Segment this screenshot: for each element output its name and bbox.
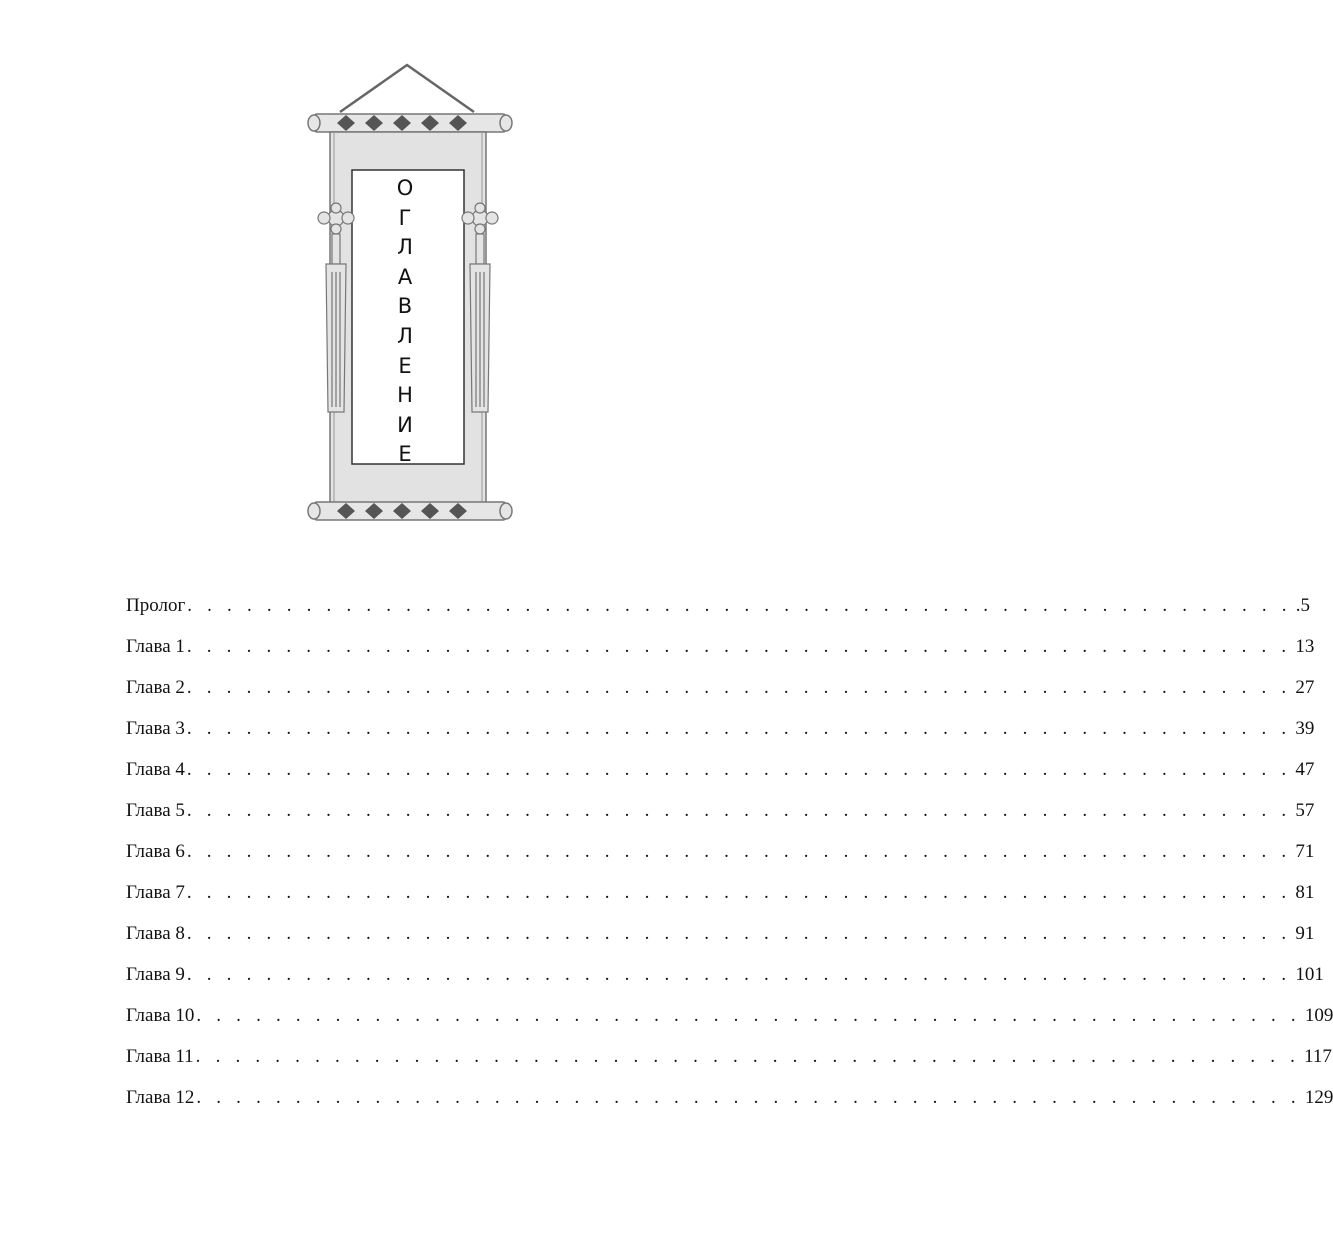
hanging-string <box>340 65 474 112</box>
toc-leader-dots: . . . . . . . . . . . . . . . . . . . . . . . . . . . . . . . . . . . . . . . . . . . . . . . . . . . . . . . . <box>186 718 1292 739</box>
toc-entry-chapter-3[interactable] <box>126 718 1315 759</box>
title-letter: Е <box>398 353 412 378</box>
toc-entry-chapter-1[interactable] <box>126 636 1315 677</box>
toc-entry-label: Глава 2 <box>126 677 185 698</box>
toc-entry-chapter-11[interactable] <box>126 1046 1332 1087</box>
toc-leader-dots: . . . . . . . . . . . . . . . . . . . . . . . . . . . . . . . . . . . . . . . . . . . . . . . . . . . . . . . . <box>186 636 1292 657</box>
title-letter: И <box>397 412 413 437</box>
title-letter: Е <box>398 442 412 467</box>
toc-leader-dots: . . . . . . . . . . . . . . . . . . . . . . . . . . . . . . . . . . . . . . . . . . . . . . . . . . . . . . . . <box>195 1046 1301 1067</box>
toc-entry-label: Глава 8 <box>126 923 185 944</box>
toc-entry-label: Глава 1 <box>126 636 185 657</box>
toc-entry-label: Глава 11 <box>126 1046 194 1067</box>
toc-entry-label: Глава 9 <box>126 964 185 985</box>
toc-entry-chapter-5[interactable] <box>126 800 1315 841</box>
title-letter: Л <box>397 323 413 348</box>
toc-leader-dots: . . . . . . . . . . . . . . . . . . . . . . . . . . . . . . . . . . . . . . . . . . . . . . . . . . . . . . . . <box>187 595 1292 616</box>
toc-leader-dots: . . . . . . . . . . . . . . . . . . . . . . . . . . . . . . . . . . . . . . . . . . . . . . . . . . . . . . . . <box>196 1087 1301 1108</box>
title-letter: Г <box>398 205 412 230</box>
toc-entry-page: 13 <box>1295 636 1315 657</box>
toc-entry-page: 91 <box>1295 923 1315 944</box>
title-letter: О <box>396 176 414 200</box>
toc-entry-label: Глава 10 <box>126 1005 195 1026</box>
toc-entry-label: Глава 5 <box>126 800 185 821</box>
toc-entry-page: 47 <box>1295 759 1315 780</box>
toc-entry-page: 27 <box>1295 677 1315 698</box>
toc-entry-chapter-12[interactable] <box>126 1087 1333 1128</box>
toc-entry-page: 117 <box>1304 1046 1332 1067</box>
toc-leader-dots: . . . . . . . . . . . . . . . . . . . . . . . . . . . . . . . . . . . . . . . . . . . . . . . . . . . . . . . . <box>186 923 1292 944</box>
toc-entry-page: 81 <box>1295 882 1315 903</box>
vertical-title <box>360 174 450 467</box>
toc-entry-page: 129 <box>1304 1087 1333 1108</box>
toc-entry-chapter-2[interactable] <box>126 677 1315 718</box>
toc-leader-dots: . . . . . . . . . . . . . . . . . . . . . . . . . . . . . . . . . . . . . . . . . . . . . . . . . . . . . . . . <box>186 882 1292 903</box>
toc-leader-dots: . . . . . . . . . . . . . . . . . . . . . . . . . . . . . . . . . . . . . . . . . . . . . . . . . . . . . . . . <box>186 677 1292 698</box>
toc-leader-dots: . . . . . . . . . . . . . . . . . . . . . . . . . . . . . . . . . . . . . . . . . . . . . . . . . . . . . . . . <box>186 800 1292 821</box>
title-letter: Л <box>397 235 413 260</box>
toc-leader-dots: . . . . . . . . . . . . . . . . . . . . . . . . . . . . . . . . . . . . . . . . . . . . . . . . . . . . . . . . <box>186 841 1292 862</box>
toc-entry-chapter-9[interactable] <box>126 964 1324 1005</box>
toc-entry-label: Глава 12 <box>126 1087 195 1108</box>
toc-entry-page: 39 <box>1295 718 1315 739</box>
toc-entry-label: Глава 6 <box>126 841 185 862</box>
title-letter: В <box>397 294 413 319</box>
toc-entry-label: Глава 7 <box>126 882 185 903</box>
title-letter: А <box>397 264 413 289</box>
toc-entry-page: 101 <box>1295 964 1324 985</box>
toc-entry-page: .5 <box>1295 595 1310 616</box>
toc-entry-chapter-10[interactable] <box>126 1005 1333 1046</box>
toc-entry-chapter-6[interactable] <box>126 841 1315 882</box>
toc-entry-label: Глава 4 <box>126 759 185 780</box>
toc-entry-chapter-4[interactable] <box>126 759 1315 800</box>
toc-leader-dots: . . . . . . . . . . . . . . . . . . . . . . . . . . . . . . . . . . . . . . . . . . . . . . . . . . . . . . . . <box>186 759 1292 780</box>
toc-entry-chapter-8[interactable] <box>126 923 1315 964</box>
toc-entry-page: 71 <box>1295 841 1315 862</box>
toc-leader-dots: . . . . . . . . . . . . . . . . . . . . . . . . . . . . . . . . . . . . . . . . . . . . . . . . . . . . . . . . <box>196 1005 1301 1026</box>
toc-entry-page: 57 <box>1295 800 1315 821</box>
toc-entry-label: Глава 3 <box>126 718 185 739</box>
title-letter: Н <box>397 383 413 408</box>
toc-entry-chapter-7[interactable] <box>126 882 1315 923</box>
toc-entry-page: 109 <box>1304 1005 1333 1026</box>
hanging-scroll-illustration <box>300 62 515 524</box>
toc-entry-prologue[interactable] <box>126 595 1310 636</box>
table-of-contents <box>126 595 1333 1128</box>
toc-entry-label: Пролог <box>126 595 186 616</box>
toc-leader-dots: . . . . . . . . . . . . . . . . . . . . . . . . . . . . . . . . . . . . . . . . . . . . . . . . . . . . . . . . <box>186 964 1292 985</box>
